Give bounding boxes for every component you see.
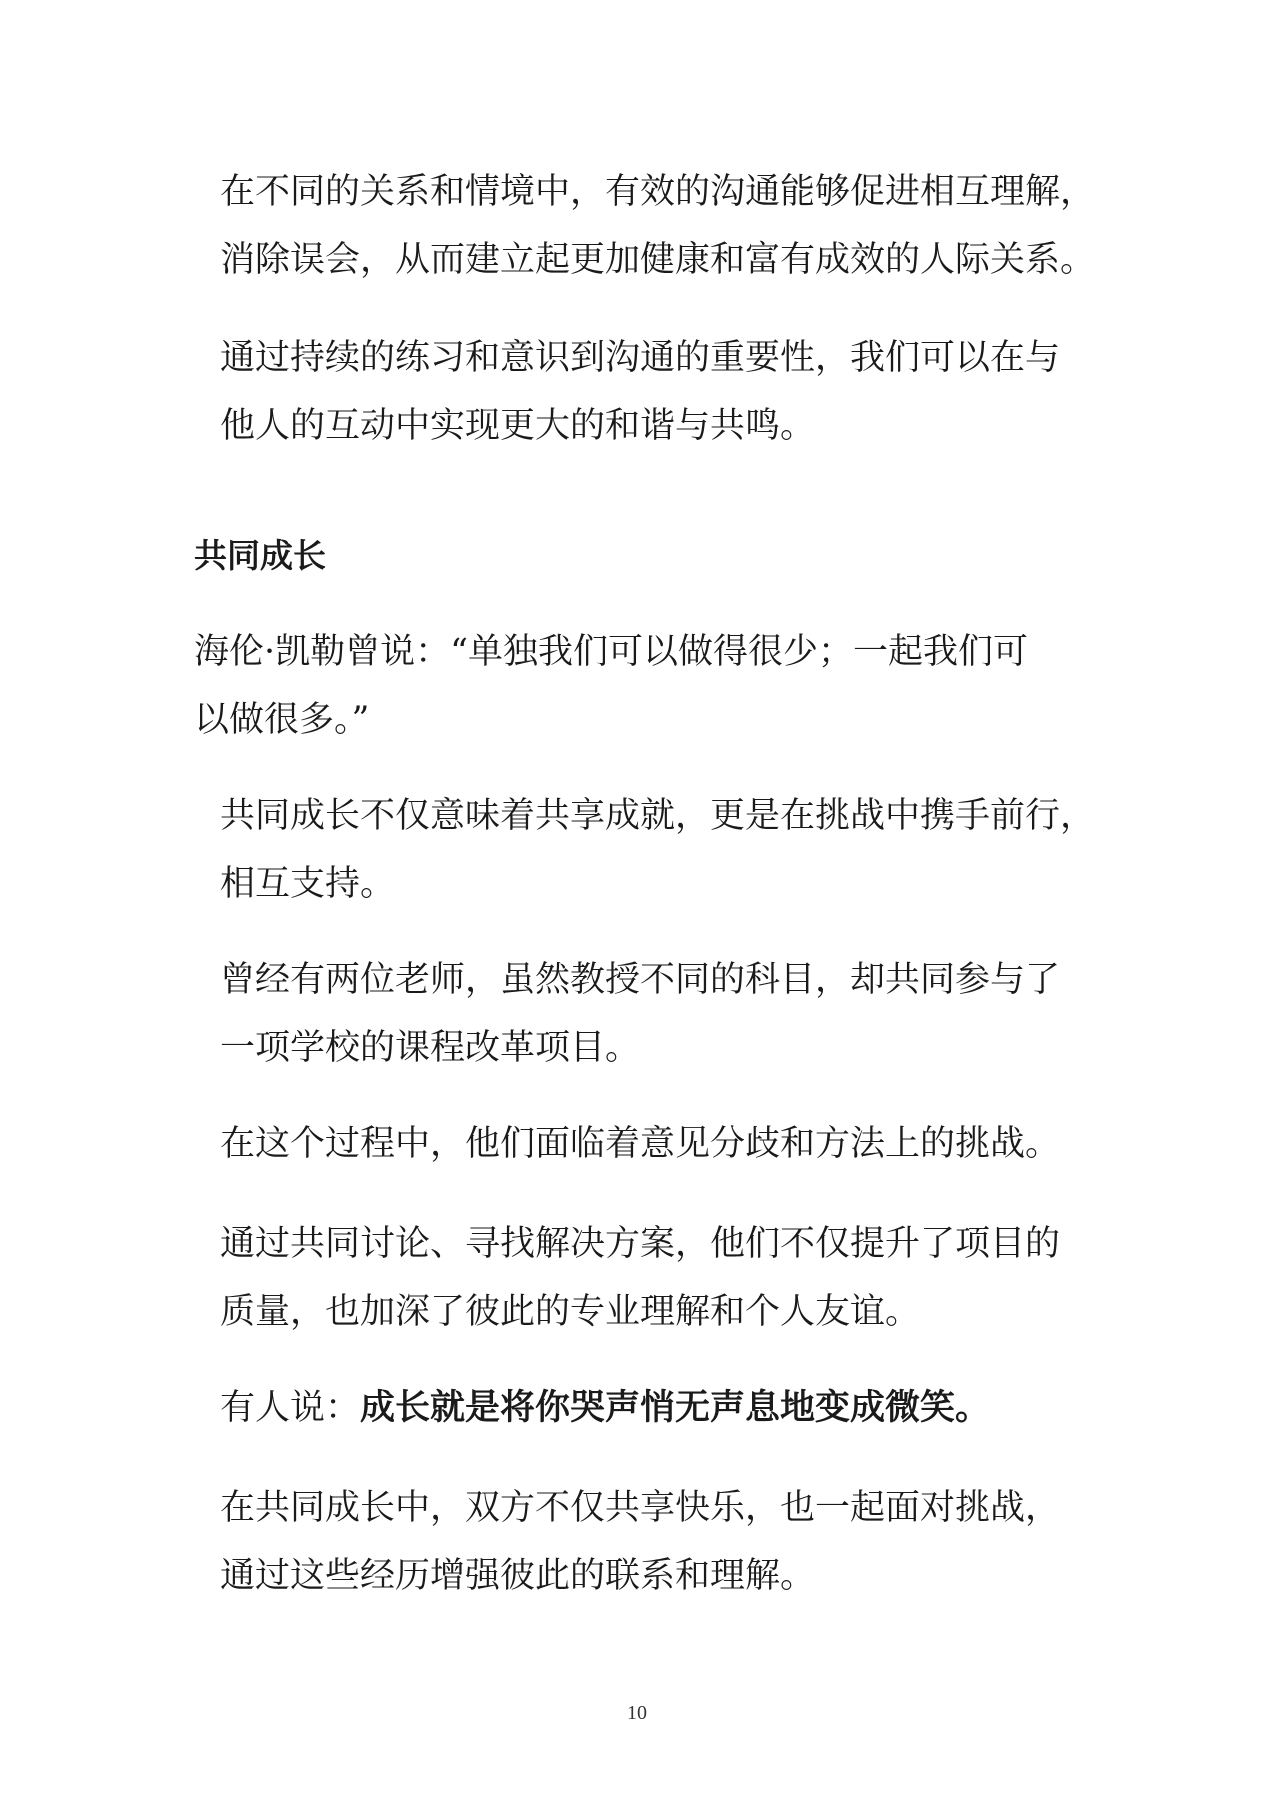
text-line: 在共同成长中，双方不仅共享快乐，也一起面对挑战，: [220, 1488, 1061, 1528]
text-line: 在这个过程中，他们面临着意见分歧和方法上的挑战。: [220, 1124, 1061, 1164]
text-line: 共同成长不仅意味着共享成就，更是在挑战中携手前行，: [220, 796, 1096, 836]
paragraph-joy-and-challenge: [220, 1474, 1060, 1610]
page-number: 10: [627, 1702, 647, 1724]
text-line: 他人的互动中实现更大的和谐与共鸣。: [220, 406, 816, 446]
paragraph-helen-keller-quote: [194, 618, 1028, 754]
text-line: 曾经有两位老师，虽然教授不同的科目，却共同参与了: [220, 960, 1061, 1000]
text-line: 质量，也加深了彼此的专业理解和个人友谊。: [220, 1292, 921, 1332]
paragraph-discussion-solutions: [220, 1210, 1060, 1346]
paragraph-shared-growth: [220, 782, 1095, 918]
saying-prefix: 有人说：: [220, 1388, 361, 1428]
text-line: 通过这些经历增强彼此的联系和理解。: [220, 1556, 816, 1596]
section-heading: 共同成长: [194, 536, 326, 575]
paragraph-challenges: [220, 1110, 1060, 1178]
paragraph-two-teachers: [220, 946, 1060, 1082]
text-line: 消除误会，从而建立起更加健康和富有成效的人际关系。: [220, 240, 1096, 280]
text-line: 在不同的关系和情境中，有效的沟通能够促进相互理解，: [220, 172, 1096, 212]
text-line: [220, 1374, 990, 1442]
text-line: 一项学校的课程改革项目。: [220, 1028, 641, 1068]
text-line: 相互支持。: [220, 864, 396, 904]
text-line: 通过持续的练习和意识到沟通的重要性，我们可以在与: [220, 338, 1061, 378]
text-line: 通过共同讨论、寻找解决方案，他们不仅提升了项目的: [220, 1224, 1061, 1264]
paragraph-continuous-practice: [220, 324, 1060, 460]
paragraph-growth-saying: [220, 1374, 990, 1442]
saying-bold-text: 成长就是将你哭声悄无声息地变成微笑。: [360, 1388, 991, 1428]
text-line: 海伦·凯勒曾说：“单独我们可以做得很少；一起我们可: [194, 632, 1029, 672]
paragraph-communication-understanding: [220, 158, 1095, 294]
text-line: 以做很多。”: [194, 700, 370, 740]
